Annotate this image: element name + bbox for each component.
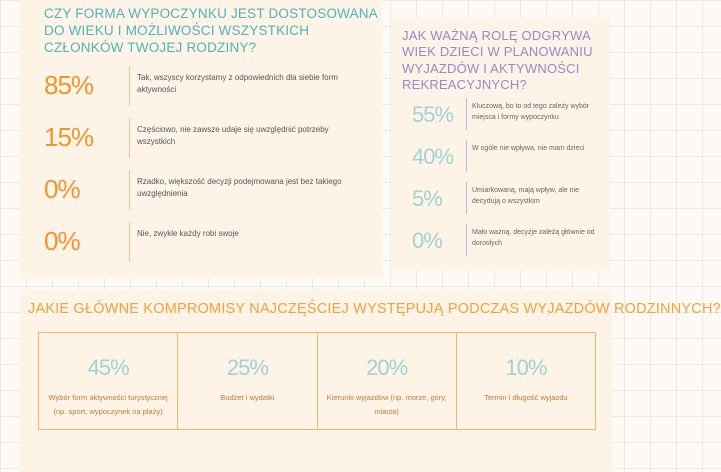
panel-title: JAKIE GŁÓWNE KOMPROMISY NAJCZĘŚCIEJ WYSTĘPUJĄ PODCZAS WYJAZDÓW RODZINNYCH? [28, 301, 721, 317]
row-divider [466, 224, 467, 256]
answer-percent: 55% [412, 102, 454, 127]
answer-percent: 0% [44, 174, 80, 204]
answer-text: Umiarkowaną, mają wpływ, ale nie decydują o wszystkim [472, 187, 579, 205]
answer-row [412, 98, 602, 132]
answer-row [412, 140, 602, 174]
answer-percent: 40% [412, 144, 454, 169]
answer-percent: 0% [44, 226, 80, 256]
panel-title: CZY FORMA WYPOCZYNKU JEST DOSTOSOWANA DO WIEKU I MOŻLIWOŚCI WSZYSTKICH CZŁONKÓW TWOJEJ RODZINY? [44, 6, 378, 55]
row-divider [129, 222, 130, 262]
survey-panel-children-age [392, 18, 610, 270]
compromise-cell [39, 333, 178, 429]
answer-row [44, 170, 384, 210]
answer-percent: 15% [44, 122, 94, 152]
row-divider [466, 182, 467, 214]
compromise-cell [318, 333, 457, 429]
answer-text: Nie, zwykle każdy robi swoje [137, 229, 239, 238]
compromise-text: Kierunki wyjazdów (np. morze, góry, miasta) [326, 393, 447, 416]
answer-text: Częściowo, nie zawsze udaje się uwzględnić potrzeby wszystkich [137, 125, 329, 146]
survey-panel-compromises [20, 290, 721, 472]
answer-row [44, 66, 384, 106]
answer-percent: 5% [412, 186, 442, 211]
compromise-percent: 20% [366, 355, 408, 380]
row-divider [466, 98, 467, 130]
answer-percent: 0% [412, 228, 442, 253]
row-divider [129, 170, 130, 210]
answer-text: W ogóle nie wpływa, nie mam dzieci [472, 145, 585, 152]
answer-text: Tak, wszyscy korzystamy z odpowiednich dla siebie form aktywności [137, 73, 338, 94]
compromise-text: Wybór form aktywności turystycznej (np. sport, wypoczynek na plaży) [48, 393, 168, 416]
answer-row [412, 224, 602, 258]
row-divider [129, 118, 130, 158]
compromise-percent: 45% [87, 355, 129, 380]
answer-row [412, 182, 602, 216]
compromise-cell [178, 333, 317, 429]
answer-text: Mało ważną, decyzje zależą głównie od dorosłych [472, 229, 595, 247]
compromise-grid [38, 332, 596, 430]
answer-text: Kluczową, bo to od tego zależy wybór miejsca i formy wypoczynku [472, 103, 590, 121]
compromise-percent: 10% [505, 355, 547, 380]
survey-panel-age-adjustment [20, 0, 382, 278]
compromise-text: Budżet i wydatki [220, 393, 275, 402]
row-divider [466, 140, 467, 172]
answer-percent: 85% [44, 70, 94, 100]
answer-row [44, 118, 384, 158]
compromise-cell [457, 333, 595, 429]
panel-title: JAK WAŻNĄ ROLĘ ODGRYWA WIEK DZIECI W PLANOWANIU WYJAZDÓW I AKTYWNOŚCI REKREACYJNYCH? [402, 28, 593, 92]
answer-row [44, 222, 384, 262]
compromise-text: Termin i długość wyjazdu [484, 393, 568, 402]
answer-text: Rzadko, większość decyzji podejmowana jest bez takiego uwzględnienia [137, 177, 342, 198]
row-divider [129, 66, 130, 106]
compromise-percent: 25% [226, 355, 268, 380]
